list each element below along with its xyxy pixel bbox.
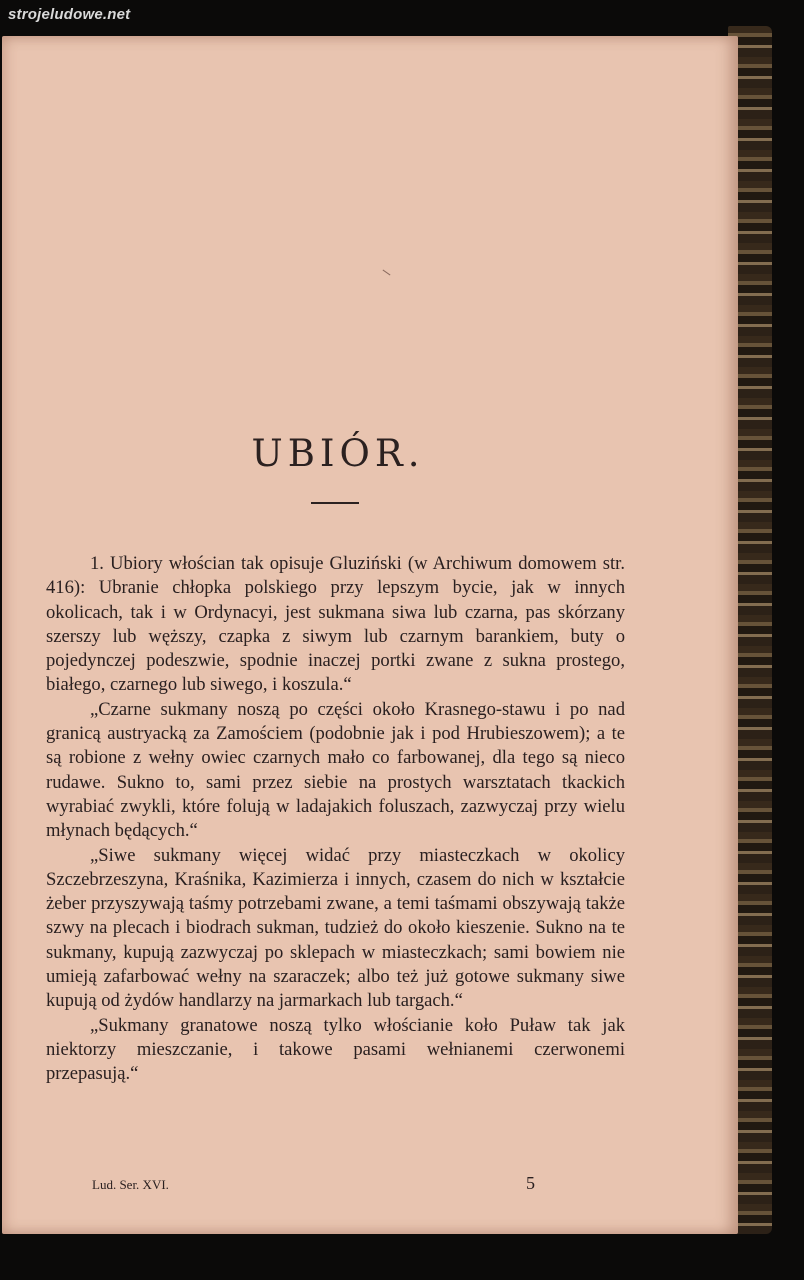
paragraph: „Siwe sukmany więcej widać przy miasteczkach w okolicy Szczebrzeszyna, Kraśnika, Kazimierza i innych, czasem do nich w kształcie żeber przyszywają taśmy potrzebami zwane, a temi taśmami obszywają także szwy na plecach i biodrach sukman, tudzież do około kieszenie. Sukno na te sukmany, kupują zazwyczaj po sklepach w miasteczkach; sami bowiem nie umieją zafarbować wełny na szaraczek; albo też już gotowe sukmany siwe kupują od żydów handlarzy na jarmarkach lub targach.“: [46, 844, 625, 1012]
paragraph: 1. Ubiory włościan tak opisuje Gluziński (w Archiwum domowem str. 416): Ubranie chłopka polskiego przy lepszym bycie, jak w innych okolicach, tak i w Ordynacyi, jest sukmana siwa lub czarna, pas skórzany szerszy lub węższy, czapka z siwym lub czarnym barankiem, buty o pojedynczej podeszwie, spodnie inaczej portki zwane z sukna prostego, białego, czarnego lub siwego, i koszula.“: [46, 553, 625, 696]
page-number: 5: [526, 1173, 535, 1193]
book-page: [2, 36, 738, 1234]
footer-signature: Lud. Ser. XVI.: [92, 1177, 169, 1192]
body-text: [46, 552, 625, 1087]
page-title: UBIÓR.: [251, 432, 425, 475]
paper-speck: [383, 270, 391, 276]
paragraph: „Sukmany granatowe noszą tylko włościanie koło Puław tak jak niektorzy mieszczanie, i takowe pasami wełnianemi czerwonemi przepasują.“: [46, 1014, 625, 1085]
paragraph: „Czarne sukmany noszą po części około Krasnego-stawu i po nad granicą austryacką za Zamościem (podobnie jak i pod Hrubieszowem); a te są robione z wełny owiec czarnych mało co farbowanej, dla tego są nieco rudawe. Sukno to, sami przez siebie na prostych warsztatach tkackich wyrabiać zwykli, które folują w ladajakich foluszach, zazwyczaj przy wielu młynach będących.“: [46, 698, 625, 842]
watermark: strojeludowe.net: [8, 6, 131, 23]
title-rule: [311, 502, 359, 504]
